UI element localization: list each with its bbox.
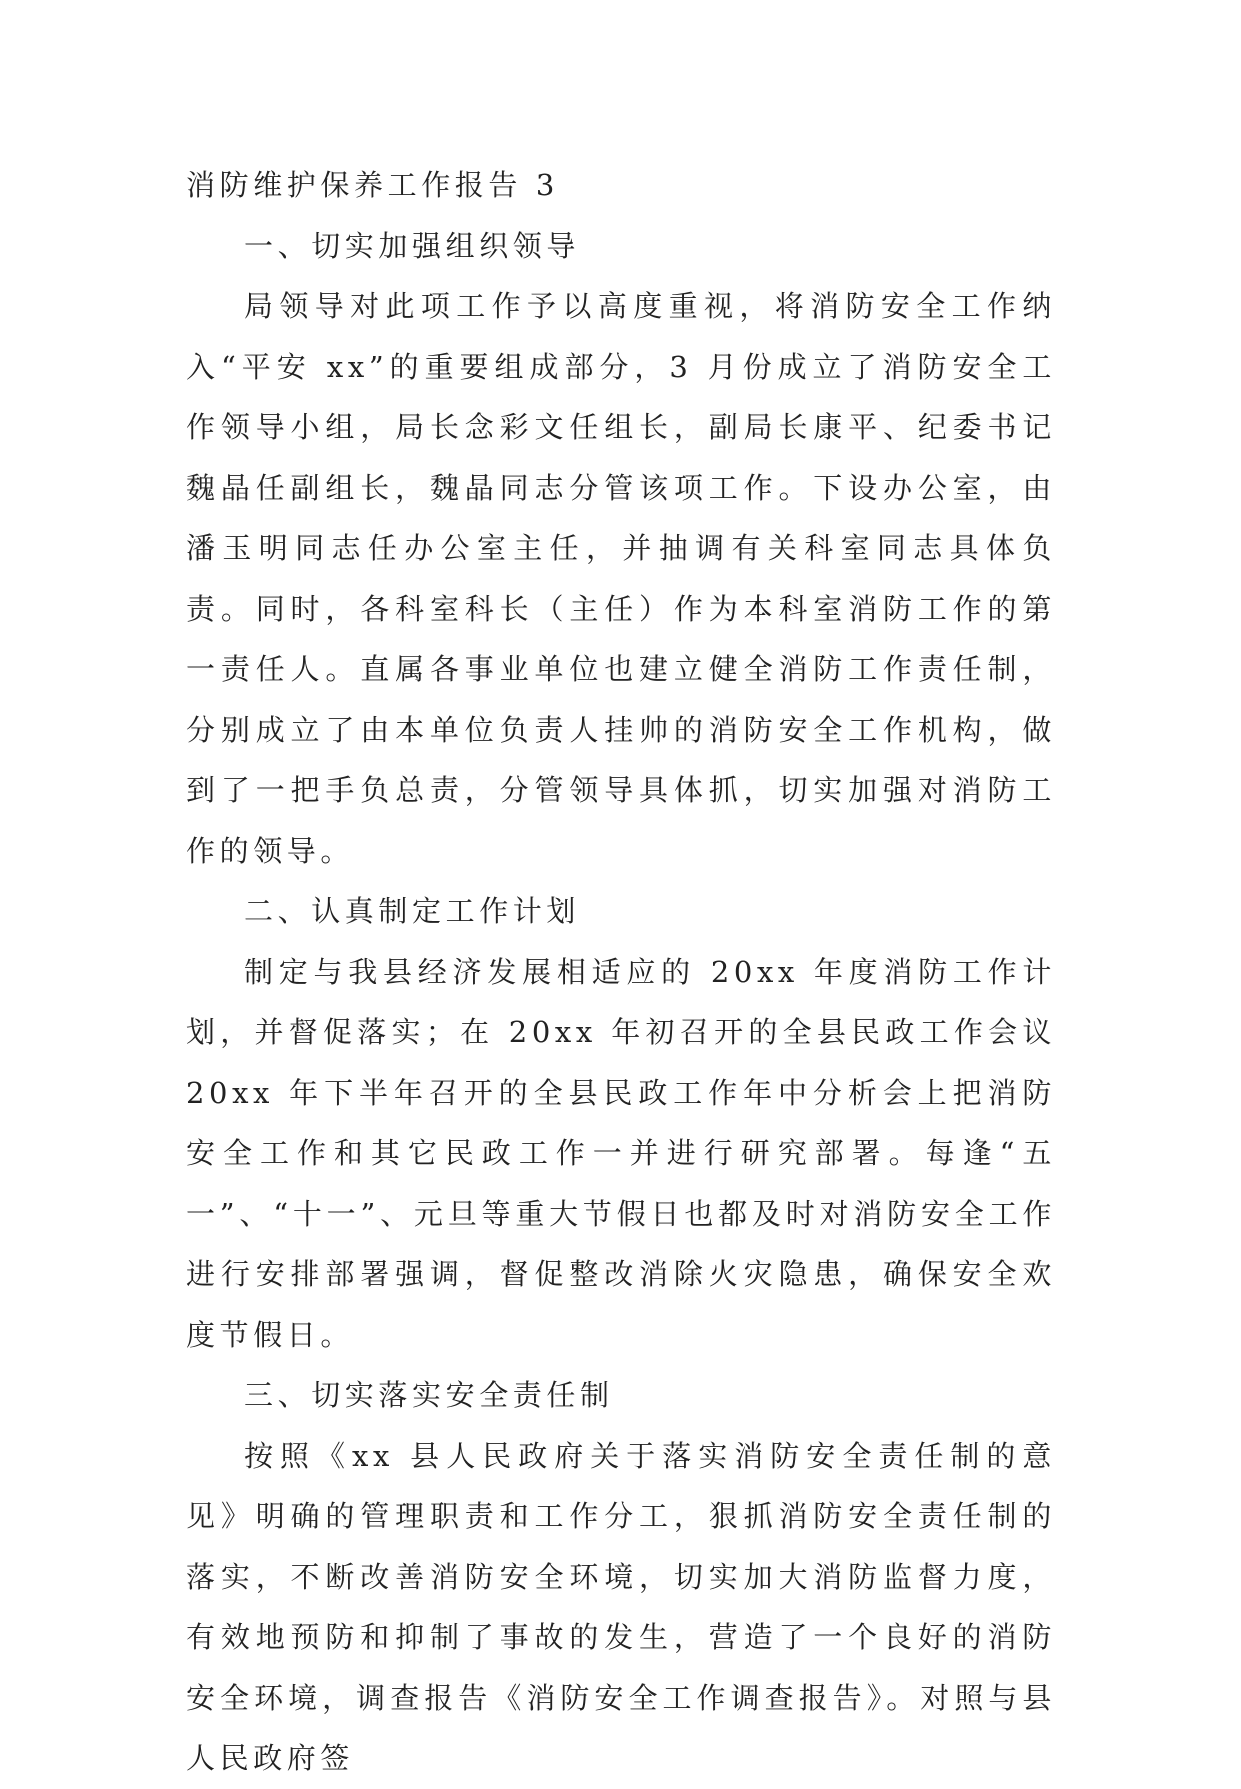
- section-heading-3: 三、切实落实安全责任制: [244, 1378, 614, 1412]
- document-body: [186, 155, 1056, 1789]
- section-heading-1: 一、切实加强组织领导: [244, 228, 581, 263]
- section-paragraph-2: 制定与我县经济发展相适应的 20xx 年度消防工作计划，并督促落实；在 20xx 年初召开的全县民政工作会议 20xx 年下半年召开的全县民政工作年中分析会上把消防安全工作和其它民政工作一并进行研究部署。每逢“五一”、“十一”、元旦等重大节假日也都及时对消防安全工作进行安排部署强调，督促整改消除火灾隐患，确保安全欢度节假日。: [186, 954, 1056, 1352]
- section-paragraph-3: 按照《xx 县人民政府关于落实消防安全责任制的意见》明确的管理职责和工作分工，狠抓消防安全责任制的落实，不断改善消防安全环境，切实加大消防监督力度，有效地预防和抑制了事故的发生，营造了一个良好的消防安全环境，调查报告《消防安全工作调查报告》。对照与县人民政府签: [186, 1438, 1056, 1775]
- section-heading-2: 二、认真制定工作计划: [244, 894, 581, 928]
- section-paragraph-1: 局领导对此项工作予以高度重视，将消防安全工作纳入“平安 xx”的重要组成部分，3 月份成立了消防安全工作领导小组，局长念彩文任组长，副局长康平、纪委书记魏晶任副组长，魏晶同志分管该项工作。下设办公室，由潘玉明同志任办公室主任，并抽调有关科室同志具体负责。同时，各科室科长（主任）作为本科室消防工作的第一责任人。直属各事业单位也建立健全消防工作责任制，分别成立了由本单位负责人挂帅的消防安全工作机构，做到了一把手负总责，分管领导具体抓，切实加强对消防工作的领导。: [186, 289, 1056, 868]
- document-title: 消防维护保养工作报告 3: [186, 168, 559, 202]
